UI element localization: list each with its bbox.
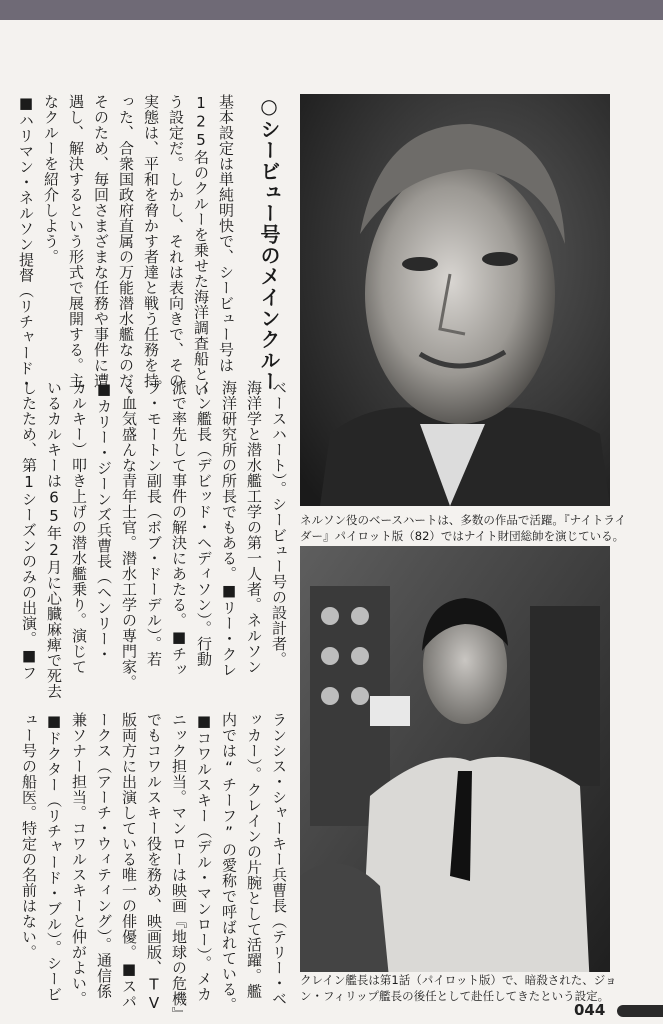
intro-line: 実態は、平和を脅かす者達と戦う任務を持 xyxy=(142,94,160,389)
crane-portrait-image xyxy=(300,546,610,988)
intro-line: 遇し、解決するという形式で展開する。主 xyxy=(67,94,85,389)
middle-line: 海洋研究所の所長でもある。■リー・クレ xyxy=(220,380,238,678)
lower-line: 内では“チーフ”の愛称で呼ばれている。 xyxy=(220,712,238,1013)
caption-line: ネルソン役のベースハートは、多数の作品で活躍。『ナイトライ xyxy=(300,513,627,527)
crane-caption xyxy=(300,972,620,1004)
caption-line: ン・フィリップ艦長の後任として赴任してきたという設定。 xyxy=(300,989,610,1003)
page-number: 044 xyxy=(574,1001,606,1019)
middle-line: ベースハート）。シービュー号の設計者。 xyxy=(270,380,288,667)
intro-line: なクルーを紹介しよう。 xyxy=(42,94,60,265)
section-heading: ○シービュー号のメインクルー xyxy=(257,94,281,392)
middle-line: く血気盛んな青年士官。潜水工学の専門家。 xyxy=(120,380,138,690)
nelson-caption xyxy=(300,512,627,544)
crane-photo xyxy=(300,546,610,988)
lower-line: 兼ソナー担当。コワルスキーと仲がよい。 xyxy=(70,712,88,1007)
caption-line: クレイン艦長は第1話（パイロット版）で、暗殺された、ジョ xyxy=(300,973,617,987)
middle-line: イン艦長（デビッド・ヘディソン）。行動 xyxy=(195,380,213,667)
nelson-portrait-image xyxy=(300,94,610,506)
middle-line: ■カリー・ジーンズ兵曹長（ヘンリー・ xyxy=(95,380,113,662)
page-number-bar xyxy=(617,1005,663,1017)
middle-text xyxy=(16,380,291,700)
middle-line: したため、第1シーズンのみの出演。■フ xyxy=(20,380,38,681)
middle-line: プ・モートン副長（ボブ・ドーデル）。若 xyxy=(145,380,163,667)
intro-line: う設定だ。しかし、それは表向きで、その xyxy=(167,94,185,389)
lower-line: ュー号の船医。特定の名前はない。 xyxy=(20,712,38,960)
lower-line: ッカー）。クレインの片腕として活躍。艦 xyxy=(245,712,263,999)
intro-line: 基本設定は単純明快で、シービュー号は xyxy=(217,94,235,373)
top-color-band xyxy=(0,0,663,20)
middle-line: カルキー）叩き上げの潜水艦乗り。演じて xyxy=(70,380,88,675)
lower-line: 版両方に出演している唯一の俳優。■スパ xyxy=(120,712,138,1010)
lower-line: ■ドクター（リチャード・ブル）。シービ xyxy=(45,712,63,1002)
lower-line: ■コワルスキー（デル・マンロー）。メカ xyxy=(195,712,213,1002)
lower-line: ニック担当。マンローは映画『地球の危機』 xyxy=(170,712,188,1022)
intro-line: った、合衆国政府直属の万能潜水艦なのだ。 xyxy=(117,94,135,404)
lower-line: ークス（アーチ・ウィティング）。通信係 xyxy=(95,712,113,999)
lower-line: でもコワルスキー役を務め、映画版、TV xyxy=(145,712,163,1013)
nelson-photo xyxy=(300,94,610,506)
middle-line: いるカルキーは65年2月に心臓麻痺で死去 xyxy=(45,380,63,699)
lower-text xyxy=(16,712,291,1022)
intro-text xyxy=(14,94,238,404)
middle-line: 派で率先して事件の解決にあたる。■チッ xyxy=(170,380,188,678)
intro-line: ■ハリマン・ネルソン提督（リチャード・ xyxy=(17,94,35,392)
intro-line: そのため、毎回さまざまな任務や事件に遭 xyxy=(92,94,110,389)
caption-line: ダー』パイロット版（82）ではナイト財団総帥を演じている。 xyxy=(300,529,625,543)
lower-line: ランシス・シャーキー兵曹長（テリー・ベ xyxy=(270,712,288,1007)
middle-line: 海洋学と潜水艦工学の第一人者。ネルソン xyxy=(245,380,263,675)
intro-line: 125名のクルーを乗せた海洋調査船とい xyxy=(192,94,210,398)
